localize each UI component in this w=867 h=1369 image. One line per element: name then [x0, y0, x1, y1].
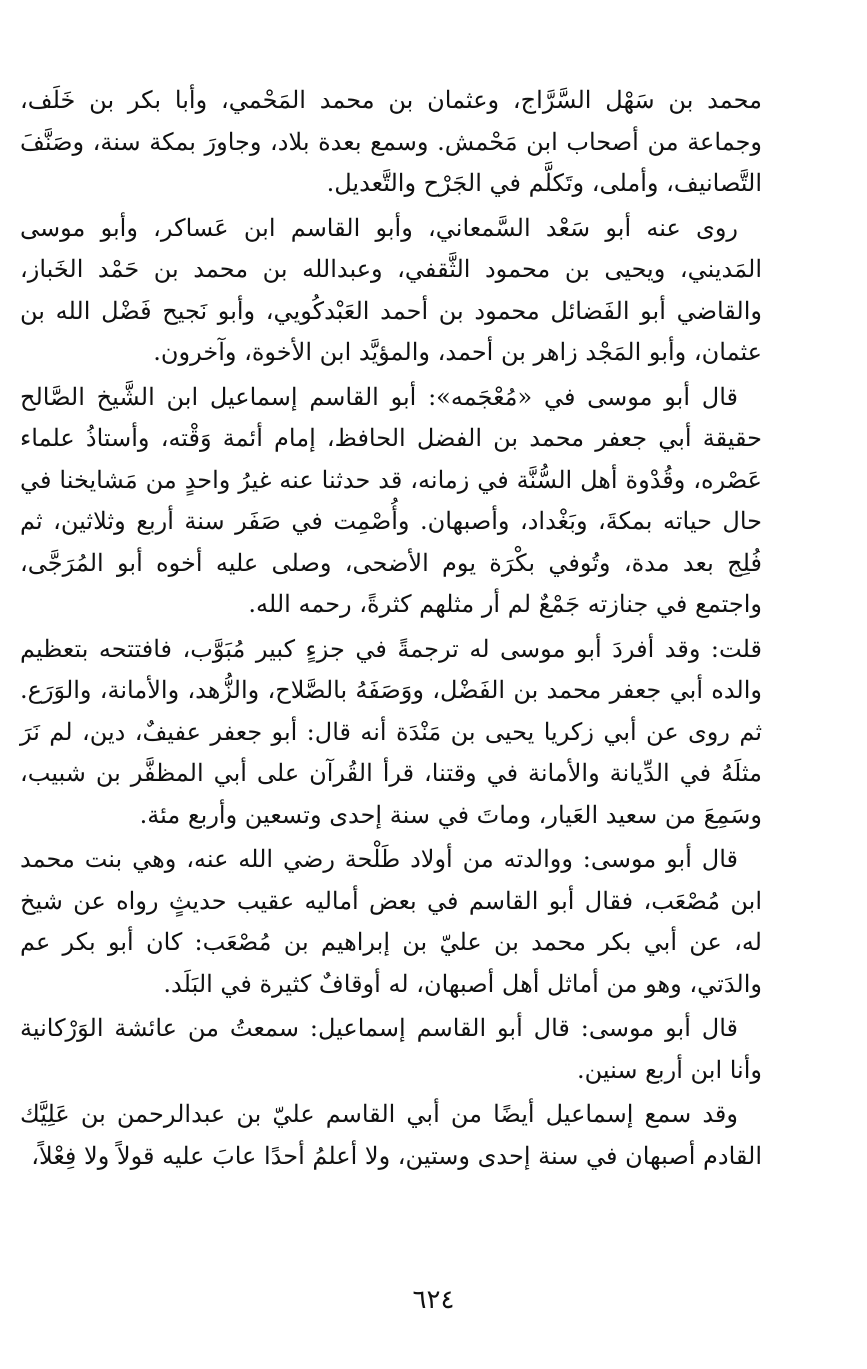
paragraph-3: قال أبو موسى في «مُعْجَمه»: أبو القاسم إسماعيل ابن الشَّيخ الصَّالح حقيقة أبي جعفر محمد بن الفضل الحافظ، إمام أئمة وَقْته، وأستاذُ علماء عَصْره، وقُدْوة أهل السُّنَّة في زمانه، قد حدثنا عنه غيرُ واحدٍ من مَشايخنا في حال حياته بمكةَ، وبَغْداد، وأصبهان. وأُصْمِت في صَفَر سنة أربع وثلاثين، ثم فُلِج بعد مدة، وتُوفي بكْرَة يوم الأضحى، وصلى عليه أخوه أبو المُرَجَّى، واجتمع في جنازته جَمْعٌ لم أر مثلهم كثرةً، رحمه الله.: [20, 382, 762, 618]
page-number: ٦٢٤: [412, 1285, 455, 1315]
paragraph-2: روى عنه أبو سَعْد السَّمعاني، وأبو القاسم ابن عَساكر، وأبو موسى المَديني، ويحيى بن محمود الثَّقفي، وعبدالله بن محمد بن حَمْد الخَباز، والقاضي أبو الفَضائل محمود بن أحمد العَبْدكُويي، وأبو نَجيح فَضْل الله بن عثمان، وأبو المَجْد زاهر بن أحمد، والمؤيَّد ابن الأخوة، وآخرون.: [20, 213, 762, 366]
page-body: [20, 80, 762, 1180]
paragraph-1: محمد بن سَهْل السَّرَّاج، وعثمان بن محمد المَحْمي، وأبا بكر بن خَلَف، وجماعة من أصحاب ابن مَحْمش. وسمع بعدة بلاد، وجاورَ بمكة سنة، وصَنَّفَ التَّصانيف، وأملى، وتَكلَّم في الجَرْح والتَّعديل.: [20, 86, 762, 197]
paragraph-5: قال أبو موسى: ووالدته من أولاد طَلْحة رضي الله عنه، وهي بنت محمد ابن مُصْعَب، فقال أبو القاسم في بعض أماليه عقيب حديثٍ رواه عن شيخ له، عن أبي بكر محمد بن عليّ بن إبراهيم بن مُصْعَب: كان أبو بكر عم والدَتي، وهو من أماثل أهل أصبهان، له أوقافٌ كثيرة في البَلَد.: [20, 845, 762, 998]
paragraph-6: قال أبو موسى: قال أبو القاسم إسماعيل: سمعتُ من عائشة الوَرْكانية وأنا ابن أربع سنين.: [20, 1014, 762, 1084]
paragraph-7: وقد سمع إسماعيل أيضًا من أبي القاسم عليّ بن عبدالرحمن بن عَلِيَّك القادم أصبهان في سنة إحدى وستين، ولا أعلمُ أحدًا عابَ عليه قولاً ولا فِعْلاً،: [20, 1100, 762, 1170]
paragraph-4: قلت: وقد أفردَ أبو موسى له ترجمةً في جزءٍ كبير مُبَوَّب، فافتتحه بتعظيم والده أبي جعفر محمد بن الفَضْل، ووَصَفَهُ بالصَّلاح، والزُّهد، والأمانة، والوَرَع. ثم روى عن أبي زكريا يحيى بن مَنْدَة أنه قال: أبو جعفر عفيفٌ، دين، لم نَرَ مثلَهُ في الدِّيانة والأمانة في وقتنا، قرأ القُرآن على أبي المظفَّر بن شبيب، وسَمِعَ من سعيد العَيار، وماتَ في سنة إحدى وتسعين وأربع مئة.: [20, 634, 762, 829]
